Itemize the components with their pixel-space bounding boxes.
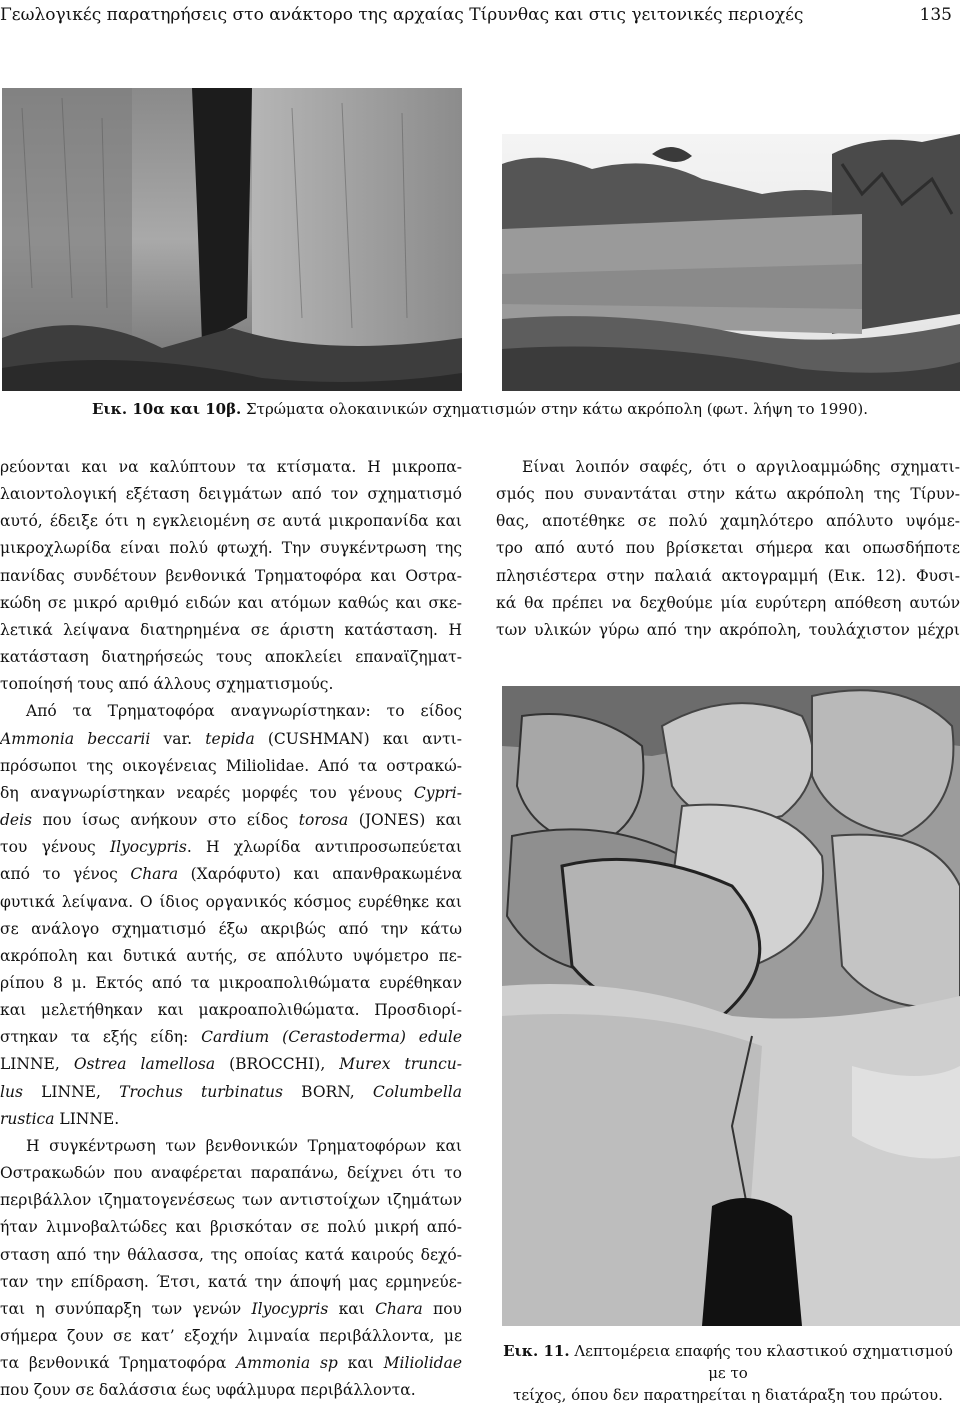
text-line: κά θα πρέπει να δεχθούμε μία ευρύτερη απόθεση αυτών xyxy=(496,593,960,612)
running-header xyxy=(0,0,960,30)
figure-11-caption xyxy=(500,1340,956,1406)
species-name: Columbella xyxy=(372,1082,462,1101)
figure-10a-image xyxy=(2,88,462,391)
species-name: Miliolidae xyxy=(383,1354,462,1373)
figure-11-label: Εικ. 11. xyxy=(503,1342,570,1360)
text-line: σμός που συναντάται στην κάτω ακρόπολη της Τίρυν- xyxy=(496,485,960,504)
text-line: των υλικών γύρω από την ακρόπολη, τουλάχιστον μέχρι xyxy=(496,620,960,639)
species-name: Ammonia beccarii xyxy=(0,729,151,748)
species-name: Chara xyxy=(375,1299,423,1318)
text-line: Οστρακωδών που αναφέρεται παραπάνω, δείχνει ότι το xyxy=(0,1164,462,1183)
text-line: Από τα Τρηματοφόρα αναγνωρίστηκαν: το είδος xyxy=(26,702,462,721)
figure-11-image xyxy=(502,686,960,1326)
species-name: Chara xyxy=(130,865,179,884)
text-line: ταν την επίδραση. Έτσι, κατά την άποψή μας ερμηνεύε- xyxy=(0,1272,462,1291)
species-name: Trochus turbinatus xyxy=(119,1082,283,1101)
figure-11-photo xyxy=(502,686,960,1326)
figure-10-label: Εικ. 10α και 10β. xyxy=(91,400,242,418)
text-line: ακρόπολη και δυτικά αυτής, σε απόλυτο υψόμετρο πε- xyxy=(0,946,462,965)
text-line: ρεύονται και να καλύπτουν τα κτίσματα. Η μικροπα- xyxy=(0,458,462,476)
text-line: στηκαν τα εξής είδη: Cardium (Cerastoderma) edule xyxy=(0,1028,462,1047)
species-name: Murex truncu- xyxy=(339,1055,462,1074)
figure-11-caption-text: Λεπτομέρεια επαφής του κλαστικού σχηματισμού με το xyxy=(569,1342,953,1382)
text-line: κώδη σε μικρό αριθμό ειδών και ατόμων καθώς και σκε- xyxy=(0,593,462,612)
text-line: κατάσταση διατηρήσεώς τους αποκλείει επαναϊζηματ- xyxy=(0,648,462,667)
text-line: μικροχλωρίδα είναι πολύ φτωχή. Την συγκέντρωση της xyxy=(0,539,462,558)
text-line: σε ανάλογο σχηματισμό έξω ακριβώς από την κάτω xyxy=(0,919,462,938)
text-line: πρόσωποι της οικογένειας Miliolidae. Από τα οστρακώ- xyxy=(0,756,462,775)
species-name: rustica xyxy=(0,1109,55,1128)
species-name: Cypri- xyxy=(413,783,462,802)
text-line: φυτικά λείψανα. Ο ίδιος οργανικός κόσμος ευρέθηκε και xyxy=(0,892,462,911)
species-name: Ilyocypris xyxy=(251,1299,329,1318)
text-line: δη αναγνωρίστηκαν νεαρές μορφές του γένους Cypri- xyxy=(0,783,462,802)
text-line: λαιοντολογική εξέταση δειγμάτων από τον σχηματισμό xyxy=(0,485,462,504)
text-line: Είναι λοιπόν σαφές, ότι ο αργιλοαμμώδης σχηματι- xyxy=(522,458,960,476)
text-line: rustica LINNE. xyxy=(0,1109,120,1128)
text-line: περιβάλλον ιζηματογενέσεως των αντιστοίχων ιζημάτων xyxy=(0,1191,462,1210)
text-line: σήμερα ζουν σε κατ’ εξοχήν λιμναία περιβάλλοντα, με xyxy=(0,1327,462,1345)
text-line: από το γένος Chara (Χαρόφυτο) και απανθρακωμένα xyxy=(0,865,462,884)
text-line: θας, αποτέθηκε σε πολύ χαμηλότερο απόλυτο υψόμε- xyxy=(496,512,960,531)
species-name: Ammonia sp xyxy=(236,1354,338,1373)
species-name: Cardium (Cerastoderma) edule xyxy=(201,1028,462,1047)
species-name: Ostrea lamellosa xyxy=(73,1055,216,1074)
figure-10a-photo xyxy=(2,88,462,391)
figure-10b-image xyxy=(502,134,960,391)
text-line: Ammonia beccarii var. tepida (CUSHMAN) και αντι- xyxy=(0,729,462,748)
figure-10b-photo xyxy=(502,134,960,391)
text-line: και μελετήθηκαν και μακροαπολιθώματα. Προσδιορί- xyxy=(0,1001,462,1020)
text-line: lus LINNE, Trochus turbinatus BORN, Columbella xyxy=(0,1082,462,1101)
text-line: deis που ίσως ανήκουν στο είδος torosa (JONES) και xyxy=(0,811,462,830)
text-line: LINNE, Ostrea lamellosa (BROCCHI), Murex truncu- xyxy=(0,1055,462,1074)
text-line: λετικά λείψανα διατηρημένα σε άριστη κατάσταση. Η xyxy=(0,620,462,639)
text-line: τοποίησή τους από άλλους σχηματισμούς. xyxy=(0,675,334,694)
text-line: που ζουν σε δαλάσσια έως υφάλμυρα περιβάλλοντα. xyxy=(0,1381,416,1400)
text-line: αυτό, έδειξε ότι η εγκλειομένη σε αυτά μικροπανίδα και xyxy=(0,512,462,531)
text-line: του γένους Ilyocypris. Η χλωρίδα αντιπροσωπεύεται xyxy=(0,838,462,857)
text-line: Η συγκέντρωση των βενθονικών Τρηματοφόρων και xyxy=(26,1136,462,1155)
figure-11-caption-line2: τείχος, όπου δεν παρατηρείται η διατάραξη του πρώτου. xyxy=(513,1386,943,1404)
figure-10-caption-text: Στρώματα ολοκαινικών σχηματισμών στην κάτω ακρόπολη (φωτ. λήψη το 1990). xyxy=(241,400,869,418)
text-line: τα βενθονικά Τρηματοφόρα Ammonia sp και Miliolidae xyxy=(0,1354,462,1373)
species-name: lus xyxy=(0,1082,23,1101)
species-name: Ilyocypris xyxy=(109,838,187,857)
text-line: τρο από αυτό που βρίσκεται σήμερα και οπωσδήποτε xyxy=(496,539,960,558)
species-name: torosa xyxy=(298,811,349,830)
right-column xyxy=(496,454,960,644)
text-line: ρίπου 8 μ. Εκτός από τα μικροαπολιθώματα ευρέθηκαν xyxy=(0,973,462,992)
running-title: Γεωλογικές παρατηρήσεις στο ανάκτορο της αρχαίας Τίρυνθας και στις γειτονικές περιοχές xyxy=(0,5,804,25)
text-line: ται η συνύπαρξη των γενών Ilyocypris και Chara που xyxy=(0,1299,462,1318)
text-line: πανίδας συνδέτουν βενθονικά Τρηματοφόρα και Οστρα- xyxy=(0,566,462,585)
species-name: tepida xyxy=(205,729,255,748)
figure-10-caption xyxy=(0,398,960,420)
page-number: 135 xyxy=(919,5,952,25)
text-line: ήταν λιμνοβαλτώδες και βρισκόταν σε πολύ μικρή από- xyxy=(0,1218,462,1237)
left-column xyxy=(0,454,462,1404)
text-line: σταση από την θάλασσα, της οποίας κατά καιρούς δεχό- xyxy=(0,1245,462,1264)
species-name: deis xyxy=(0,811,33,830)
text-line: πλησιέστερα στην παλαιά ακτογραμμή (Εικ. 12). Φυσι- xyxy=(496,566,960,585)
